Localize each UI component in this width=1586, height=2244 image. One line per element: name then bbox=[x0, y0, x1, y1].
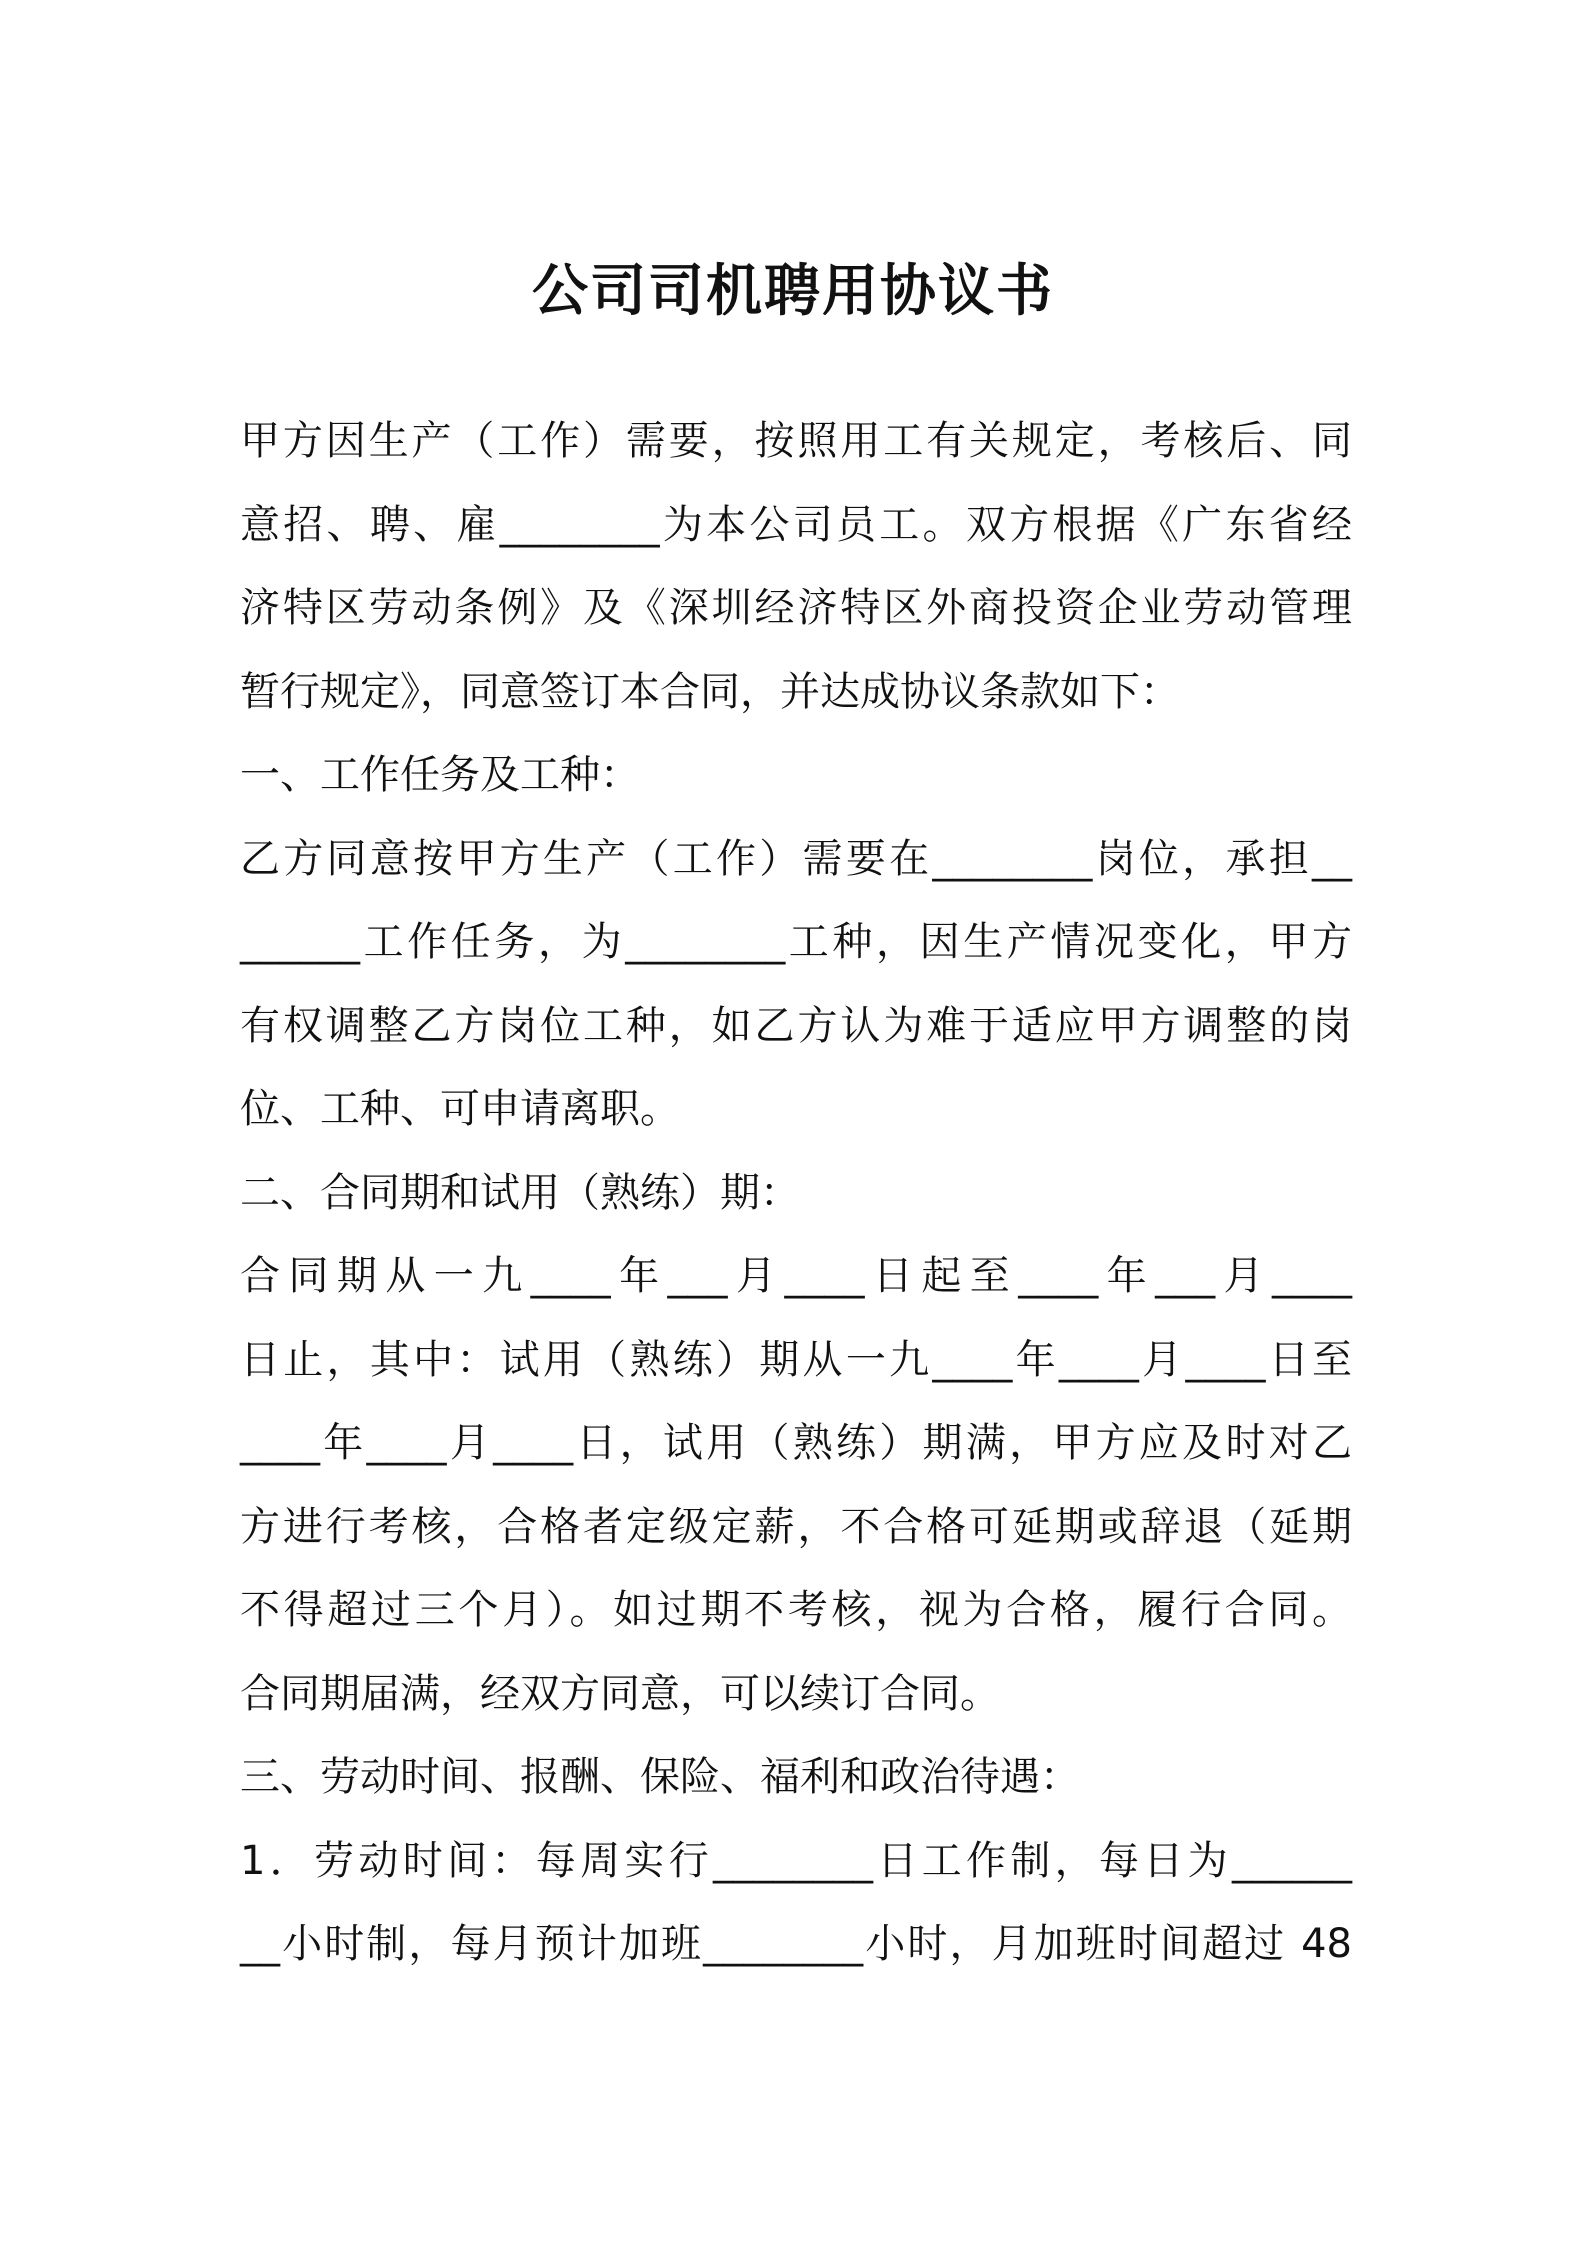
document-body bbox=[240, 400, 1352, 1987]
body-line-4: 暂行规定》，同意签订本合同，并达成协议条款如下： bbox=[240, 668, 1180, 715]
body-line-18: 1．劳动时间：每周实行________日工作制，每日为______ bbox=[240, 1837, 1352, 1884]
body-line-2: 意招、聘、雇________为本公司员工。双方根据《广东省经 bbox=[240, 501, 1352, 548]
body-line-15: 不得超过三个月）。如过期不考核，视为合格，履行合同。 bbox=[240, 1587, 1352, 1633]
body-line-13: ____年____月____日，试用（熟练）期满，甲方应及时对乙 bbox=[240, 1420, 1352, 1466]
document-title: 公司司机聘用协议书 bbox=[532, 259, 1054, 324]
body-line-14: 方进行考核，合格者定级定薪，不合格可延期或辞退（延期 bbox=[240, 1503, 1352, 1550]
body-line-12: 日止，其中：试用（熟练）期从一九____年____月____日至 bbox=[240, 1336, 1352, 1383]
body-line-16: 合同期届满，经双方同意，可以续订合同。 bbox=[240, 1670, 1000, 1717]
body-line-1: 甲方因生产（工作）需要，按照用工有关规定，考核后、同 bbox=[240, 418, 1352, 464]
body-line-9: 位、工种、可申请离职。 bbox=[240, 1086, 680, 1132]
body-line-3: 济特区劳动条例》及《深圳经济特区外商投资企业劳动管理 bbox=[240, 585, 1352, 631]
section-heading-3: 三、劳动时间、报酬、保险、福利和政治待遇： bbox=[240, 1754, 1080, 1800]
body-line-8: 有权调整乙方岗位工种，如乙方认为难于适应甲方调整的岗 bbox=[240, 1002, 1352, 1049]
section-heading-1: 一、工作任务及工种： bbox=[240, 752, 640, 798]
body-line-6: 乙方同意按甲方生产（工作）需要在________岗位，承担__ bbox=[240, 835, 1352, 882]
body-line-11: 合同期从一九____年___月____日起至____年___月____ bbox=[240, 1253, 1352, 1299]
body-line-19: __小时制，每月预计加班________小时，月加班时间超过 48 bbox=[240, 1921, 1352, 1967]
section-heading-2: 二、合同期和试用（熟练）期： bbox=[240, 1169, 800, 1216]
body-line-7: ______工作任务，为________工种，因生产情况变化，甲方 bbox=[240, 919, 1352, 965]
